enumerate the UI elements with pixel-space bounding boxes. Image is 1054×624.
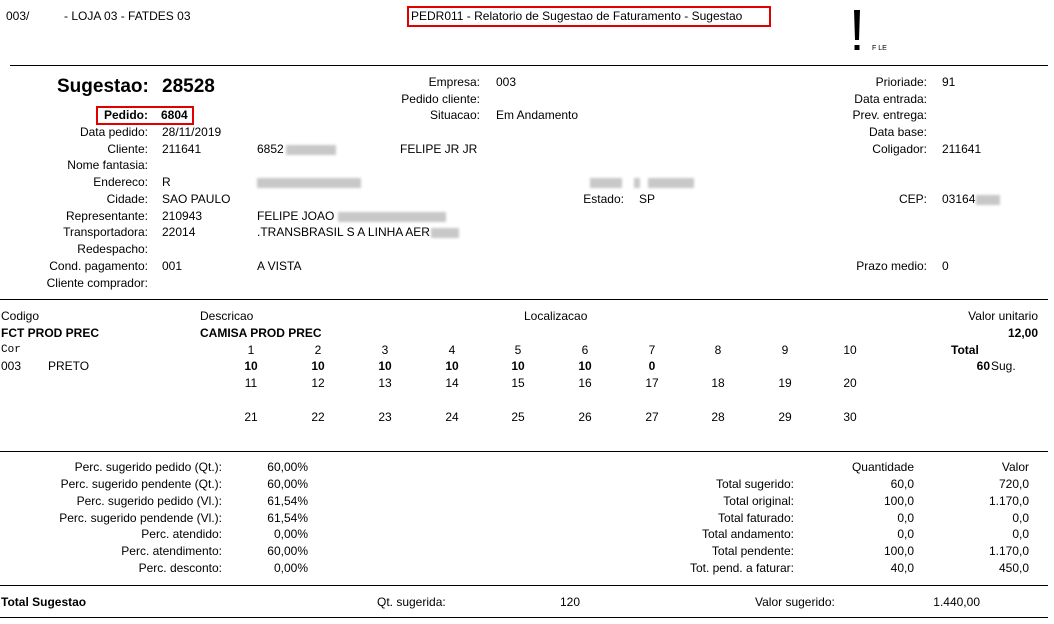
size-label: 18 [711, 376, 725, 390]
sugestao-label: Sugestao: [57, 76, 149, 97]
summary-left-value: 0,00% [273, 527, 308, 541]
header-cor: Cor [1, 344, 21, 356]
redacted-block [338, 212, 446, 222]
summary-left-value: 0,00% [273, 561, 308, 575]
value-transportadora-code: 22014 [162, 225, 196, 239]
size-quantity: 10 [244, 359, 258, 373]
label-data-base: Data base: [868, 125, 927, 139]
value-cliente-code: 211641 [162, 142, 202, 156]
label-redespacho: Redespacho: [77, 242, 148, 256]
redacted-neighborhood [590, 175, 694, 189]
value-cliente-doc: 6852 [257, 142, 284, 156]
size-label: 23 [378, 410, 392, 424]
summary-left-label: Perc. sugerido pedido (Qt.): [74, 460, 222, 474]
size-quantity: 10 [578, 359, 592, 373]
summary-right-label: Total faturado: [717, 511, 794, 525]
size-quantity: 10 [311, 359, 325, 373]
divider [0, 299, 1048, 300]
footer-valor-value: 1.440,00 [933, 595, 980, 609]
value-cep: 03164 [942, 192, 976, 206]
size-label: 6 [581, 343, 589, 357]
value-cidade: SAO PAULO [162, 192, 231, 206]
label-empresa: Empresa: [428, 75, 480, 89]
size-label: 24 [445, 410, 459, 424]
size-quantity: 10 [511, 359, 525, 373]
header-codigo: Codigo [1, 309, 40, 323]
summary-right-value: 450,0 [998, 561, 1029, 575]
value-transportadora-group [257, 225, 459, 239]
value-coligador: 211641 [942, 142, 982, 156]
label-estado: Estado: [583, 192, 624, 206]
redacted-block [648, 178, 694, 188]
report-title: PEDR011 - Relatorio de Sugestao de Faturamento - Sugestao [411, 9, 743, 23]
pedido-label: Pedido: [104, 108, 148, 122]
label-pedido-cliente: Pedido cliente: [401, 92, 480, 106]
label-nome-fantasia: Nome fantasia: [67, 158, 148, 172]
size-label: 13 [378, 376, 392, 390]
summary-right-qty: 60,0 [890, 477, 914, 491]
label-prioridade: Prioriade: [875, 75, 927, 89]
divider [0, 451, 1048, 452]
summary-left-label: Perc. desconto: [138, 561, 222, 575]
footer-valor-label: Valor sugerido: [755, 595, 835, 609]
label-cep: CEP: [898, 192, 927, 206]
summary-right-value: 0,0 [1012, 527, 1029, 541]
exclamation-logo-icon [852, 10, 862, 54]
size-label: 2 [314, 343, 322, 357]
label-prazo-medio: Prazo medio: [856, 259, 927, 273]
label-data-entrada: Data entrada: [854, 92, 927, 106]
label-prev-entrega: Prev. entrega: [852, 108, 927, 122]
size-label: 15 [511, 376, 525, 390]
summary-right-label: Total andamento: [701, 527, 794, 541]
size-label: 7 [648, 343, 656, 357]
summary-right-value: 720,0 [998, 477, 1029, 491]
summary-left-value: 61,54% [267, 494, 308, 508]
value-transportadora-name: .TRANSBRASIL S A LINHA AER [257, 225, 430, 239]
size-label: 11 [244, 376, 258, 390]
label-cidade: Cidade: [106, 192, 148, 206]
header-valor-unitario: Valor unitario [968, 309, 1038, 323]
summary-right-qty: 100,0 [883, 544, 914, 558]
header-descricao: Descricao [200, 309, 254, 323]
size-label: 19 [778, 376, 792, 390]
store-code: 003/ [6, 9, 30, 23]
divider [10, 65, 1048, 66]
size-label: 8 [714, 343, 722, 357]
product-unit-value: 12,00 [1007, 326, 1038, 340]
size-label: 14 [445, 376, 459, 390]
redacted-block [590, 178, 622, 188]
product-description: CAMISA PROD PREC [200, 326, 322, 340]
redacted-block [286, 145, 336, 155]
value-cep-group [942, 192, 1000, 206]
divider [0, 617, 1048, 618]
summary-left-value: 60,00% [267, 460, 308, 474]
label-cliente: Cliente: [107, 142, 148, 156]
value-cond-pagamento-desc: A VISTA [257, 259, 302, 273]
value-representante-code: 210943 [162, 209, 203, 223]
header-total: Total [951, 343, 979, 357]
color-code: 003 [1, 359, 22, 373]
value-cond-pagamento-code: 001 [162, 259, 183, 273]
total-quantity: 60 [976, 359, 990, 373]
summary-left-value: 60,00% [267, 477, 308, 491]
summary-right-value: 1.170,0 [988, 544, 1029, 558]
value-prazo-medio: 0 [942, 259, 949, 273]
summary-right-value: 1.170,0 [988, 494, 1029, 508]
summary-right-label: Total original: [723, 494, 794, 508]
size-label: 29 [778, 410, 792, 424]
summary-left-label: Perc. sugerido pendente (Qt.): [60, 477, 222, 491]
size-label: 5 [514, 343, 522, 357]
size-label: 3 [381, 343, 389, 357]
summary-left-value: 61,54% [267, 511, 308, 525]
value-cliente-doc-group [257, 142, 336, 156]
redacted-block [634, 178, 640, 188]
redacted-address [257, 175, 361, 189]
summary-left-label: Perc. atendimento: [121, 544, 222, 558]
footer-qt-label: Qt. sugerida: [377, 595, 446, 609]
size-label: 25 [511, 410, 525, 424]
col-valor: Valor [1001, 460, 1029, 474]
redacted-block [976, 195, 1000, 205]
summary-left-label: Perc. sugerido pedido (Vl.): [76, 494, 222, 508]
summary-right-label: Total pendente: [711, 544, 794, 558]
summary-left-label: Perc. sugerido pendende (Vl.): [59, 511, 222, 525]
size-label: 9 [781, 343, 789, 357]
label-coligador: Coligador: [872, 142, 927, 156]
redacted-block [431, 228, 459, 238]
size-label: 22 [311, 410, 325, 424]
label-situacao: Situacao: [429, 108, 480, 122]
size-quantity: 0 [648, 359, 656, 373]
size-label: 20 [843, 376, 857, 390]
size-label: 30 [843, 410, 857, 424]
value-representante-group [257, 209, 446, 223]
value-situacao: Em Andamento [496, 108, 579, 122]
summary-right-qty: 40,0 [890, 561, 914, 575]
summary-right-qty: 0,0 [897, 511, 914, 525]
size-label: 4 [448, 343, 456, 357]
value-representante-name: FELIPE JOAO [257, 209, 335, 223]
label-cond-pagamento: Cond. pagamento: [49, 259, 148, 273]
label-transportadora: Transportadora: [63, 225, 148, 239]
sugestao-number: 28528 [162, 76, 215, 97]
value-empresa: 003 [496, 75, 517, 89]
size-quantity: 10 [445, 359, 459, 373]
label-representante: Representante: [65, 209, 148, 223]
summary-right-label: Tot. pend. a faturar: [689, 561, 794, 575]
summary-right-label: Total sugerido: [715, 477, 794, 491]
size-label: 27 [645, 410, 659, 424]
label-endereco: Endereco: [93, 175, 148, 189]
logo-text: F LE [872, 45, 887, 52]
value-estado: SP [639, 192, 656, 206]
size-label: 28 [711, 410, 725, 424]
redacted-block [257, 178, 361, 188]
pedido-number: 6804 [161, 108, 188, 122]
divider [0, 585, 1048, 586]
summary-right-qty: 0,0 [897, 527, 914, 541]
store-name: - LOJA 03 - FATDES 03 [64, 9, 191, 23]
summary-left-value: 60,00% [267, 544, 308, 558]
col-quantidade: Quantidade [851, 460, 914, 474]
value-endereco: R [162, 175, 171, 189]
size-quantity: 10 [378, 359, 392, 373]
product-code: FCT PROD PREC [1, 326, 100, 340]
label-cliente-comprador: Cliente comprador: [46, 276, 148, 290]
size-label: 1 [247, 343, 255, 357]
size-label: 16 [578, 376, 592, 390]
value-prioridade: 91 [942, 75, 956, 89]
footer-total-label: Total Sugestao [1, 595, 87, 609]
value-cliente-name: FELIPE JR JR [400, 142, 478, 156]
header-localizacao: Localizacao [524, 309, 588, 323]
footer-qt-value: 120 [559, 595, 580, 609]
value-data-pedido: 28/11/2019 [162, 125, 222, 139]
summary-right-qty: 100,0 [883, 494, 914, 508]
size-label: 17 [645, 376, 659, 390]
summary-left-label: Perc. atendido: [141, 527, 222, 541]
size-label: 26 [578, 410, 592, 424]
size-label: 21 [244, 410, 258, 424]
size-label: 10 [843, 343, 857, 357]
size-label: 12 [311, 376, 325, 390]
summary-right-value: 0,0 [1012, 511, 1029, 525]
label-data-pedido: Data pedido: [79, 125, 148, 139]
total-suffix: Sug. [991, 359, 1016, 373]
color-name: PRETO [48, 359, 90, 373]
